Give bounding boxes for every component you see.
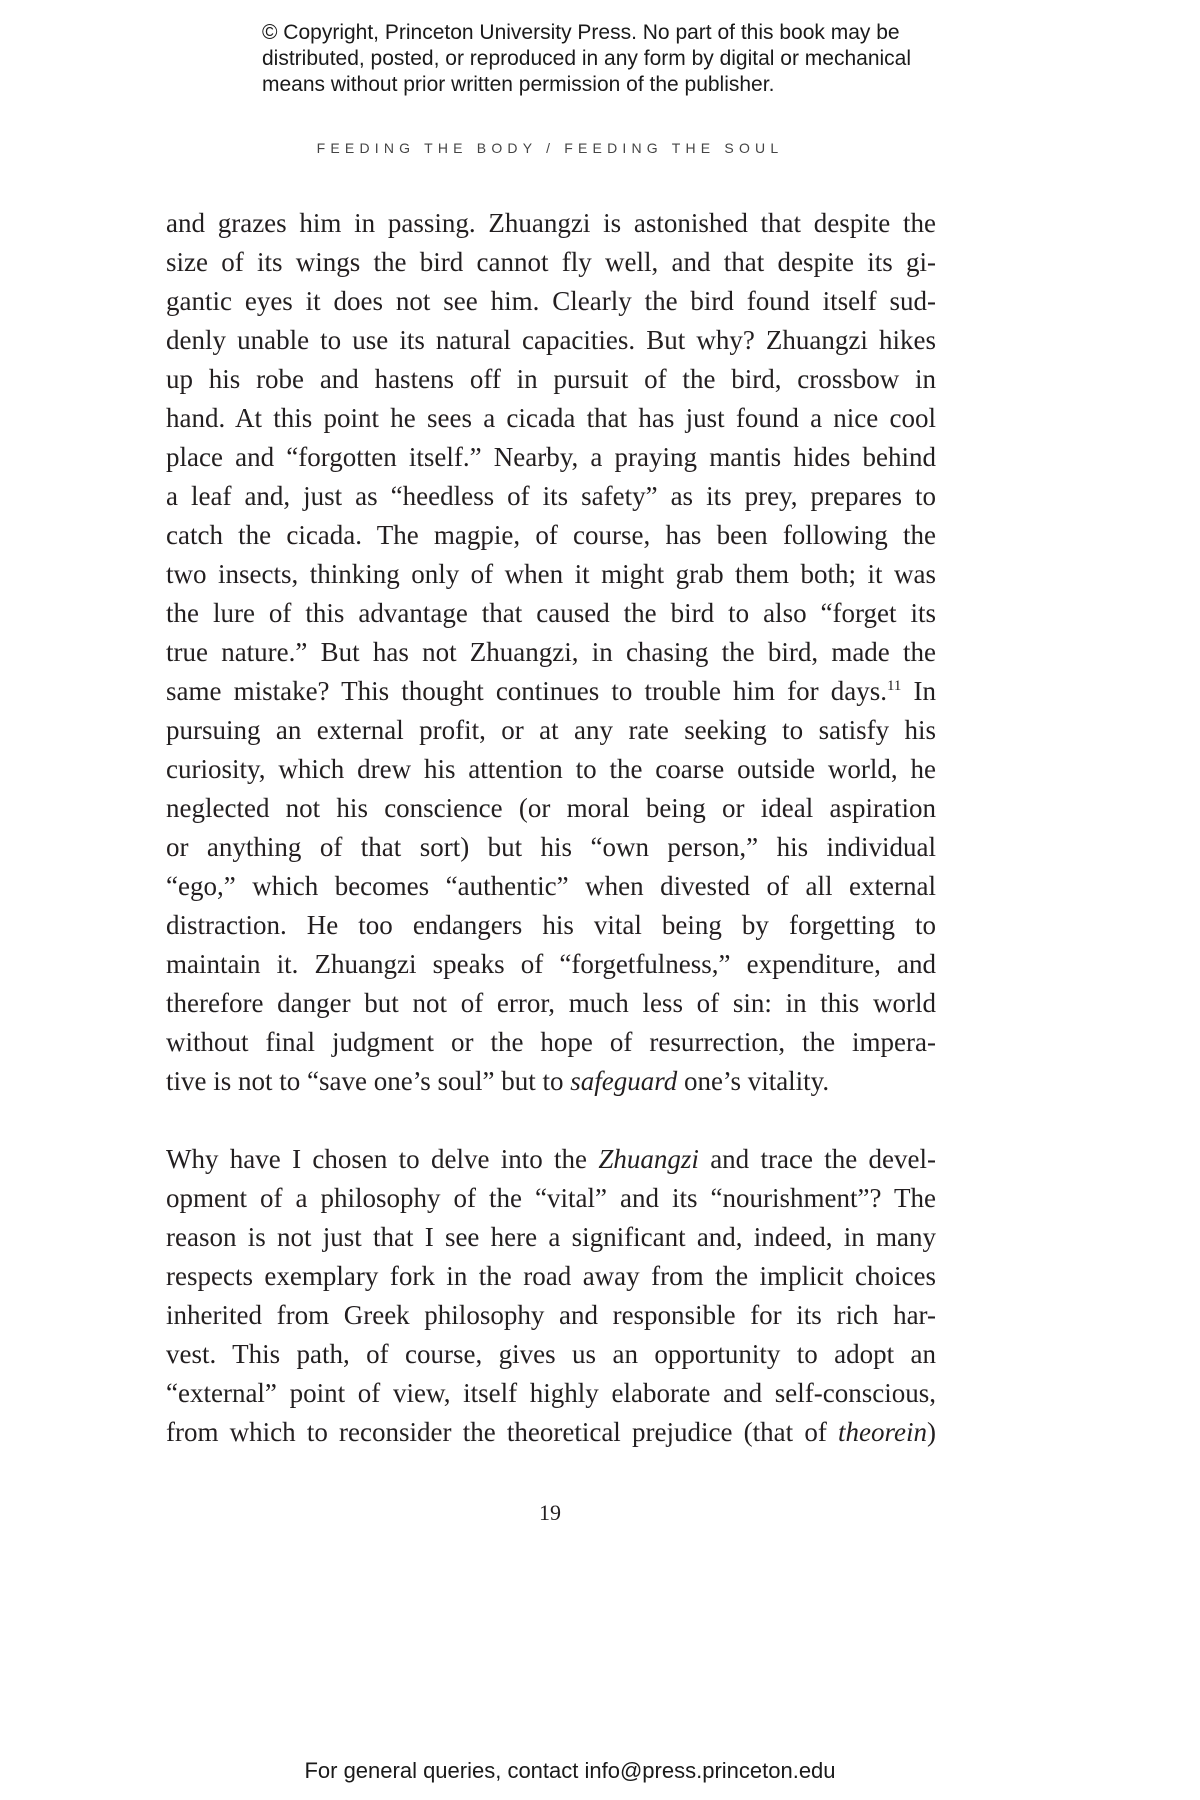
text-line: true nature.” But has not Zhuangzi, in chasing the bird, made the xyxy=(166,637,936,667)
text-segment: tive is not to “save one’s soul” but to xyxy=(166,1066,571,1096)
paragraph-1 xyxy=(166,204,936,1101)
page-number: 19 xyxy=(539,1500,561,1525)
text-segment: from which to reconsider the theoretical prejudice (that of xyxy=(166,1417,839,1447)
text-line: curiosity, which drew his attention to the coarse outside world, he xyxy=(166,754,936,784)
text-line: maintain it. Zhuangzi speaks of “forgetfulness,” expenditure, and xyxy=(166,949,936,979)
text-line-last xyxy=(166,1062,936,1101)
text-line: neglected not his conscience (or moral being or ideal aspiration xyxy=(166,793,936,823)
text-line: and grazes him in passing. Zhuangzi is astonished that despite the xyxy=(166,208,936,238)
text-segment: In xyxy=(901,676,937,706)
footnote-reference[interactable]: 11 xyxy=(886,678,902,694)
italic-title: Zhuangzi xyxy=(598,1144,699,1174)
text-line: vest. This path, of course, gives us an opportunity to adopt an xyxy=(166,1339,936,1369)
paragraph-2 xyxy=(166,1140,936,1452)
text-segment: same mistake? This thought continues to trouble him for days. xyxy=(166,676,887,706)
text-line: size of its wings the bird cannot fly well, and that despite its gi- xyxy=(166,247,936,277)
text-line: without final judgment or the hope of resurrection, the impera- xyxy=(166,1027,936,1057)
text-line-last xyxy=(166,1413,936,1452)
text-segment: one’s vitality. xyxy=(677,1066,830,1096)
footer-contact xyxy=(0,1758,1200,1784)
text-line-with-footnote xyxy=(166,672,936,711)
text-line: up his robe and hastens off in pursuit of the bird, crossbow in xyxy=(166,364,936,394)
footer-text: For general queries, contact info@press.princeton.edu xyxy=(304,1758,836,1783)
text-segment: ) xyxy=(927,1417,936,1447)
text-segment: Why have I chosen to delve into the xyxy=(166,1144,599,1174)
text-line: “external” point of view, itself highly elaborate and self-conscious, xyxy=(166,1378,936,1408)
text-segment: and trace the devel- xyxy=(698,1144,936,1174)
text-line: denly unable to use its natural capacities. But why? Zhuangzi hikes xyxy=(166,325,936,355)
text-line: hand. At this point he sees a cicada that has just found a nice cool xyxy=(166,403,936,433)
italic-term: safeguard xyxy=(570,1066,678,1096)
text-line: place and “forgotten itself.” Nearby, a praying mantis hides behind xyxy=(166,442,936,472)
text-line: reason is not just that I see here a significant and, indeed, in many xyxy=(166,1222,936,1252)
copyright-notice: © Copyright, Princeton University Press. No part of this book may be distributed, posted, or reproduced in any form by digital or mechanical means without prior written permission of the publisher. xyxy=(262,21,912,96)
italic-term: theorein xyxy=(838,1417,927,1447)
text-line: therefore danger but not of error, much less of sin: in this world xyxy=(166,988,936,1018)
text-line: opment of a philosophy of the “vital” and its “nourishment”? The xyxy=(166,1183,936,1213)
text-line: two insects, thinking only of when it might grab them both; it was xyxy=(166,559,936,589)
text-line: inherited from Greek philosophy and responsible for its rich har- xyxy=(166,1300,936,1330)
running-head: FEEDING THE BODY / FEEDING THE SOUL xyxy=(316,140,784,156)
text-line: pursuing an external profit, or at any rate seeking to satisfy his xyxy=(166,715,936,745)
text-line-first xyxy=(166,1140,936,1179)
text-line: or anything of that sort) but his “own person,” his individual xyxy=(166,832,936,862)
text-line: catch the cicada. The magpie, of course, has been following the xyxy=(166,520,936,550)
text-line: gantic eyes it does not see him. Clearly the bird found itself sud- xyxy=(166,286,936,316)
text-line: a leaf and, just as “heedless of its safety” as its prey, prepares to xyxy=(166,481,936,511)
text-line: respects exemplary fork in the road away from the implicit choices xyxy=(166,1261,936,1291)
text-line: the lure of this advantage that caused the bird to also “forget its xyxy=(166,598,936,628)
text-line: “ego,” which becomes “authentic” when divested of all external xyxy=(166,871,936,901)
text-line: distraction. He too endangers his vital being by forgetting to xyxy=(166,910,936,940)
